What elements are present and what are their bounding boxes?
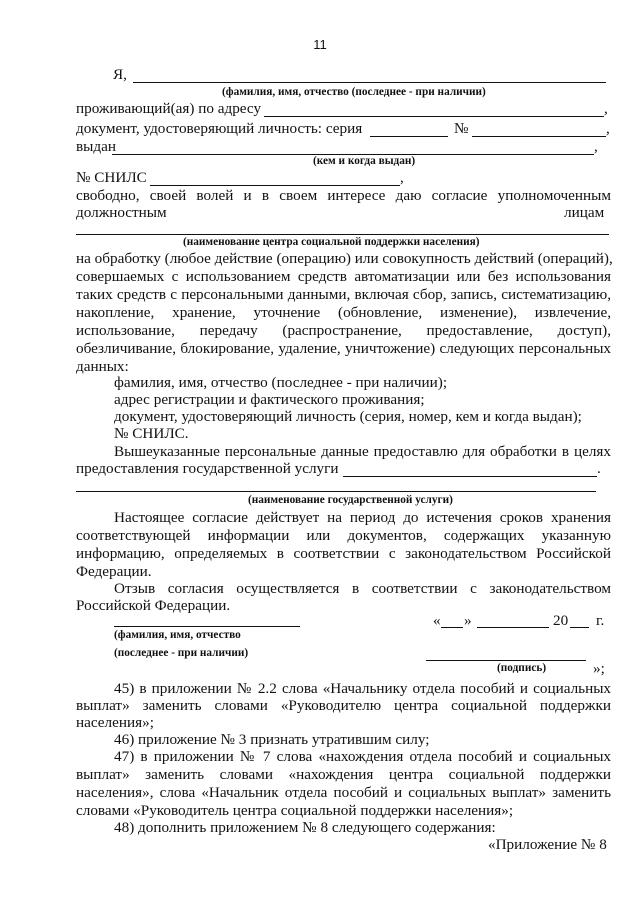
date-year-suffix: г. <box>596 612 605 629</box>
snils-underline <box>150 185 400 186</box>
data-item-2: адрес регистрации и фактического проживания; <box>114 391 425 408</box>
service-caption: (наименование государственной услуги) <box>248 494 453 506</box>
fio-caption: (фамилия, имя, отчество (последнее - при наличии) <box>222 86 486 98</box>
item-48: 48) дополнить приложением № 8 следующего содержания: <box>114 819 496 836</box>
processing-line-7: данных: <box>76 358 129 375</box>
validity-line-1: Настоящее согласие действует на период до истечения сроков хранения <box>114 509 611 526</box>
document-label: документ, удостоверяющий личность: серия <box>76 120 363 137</box>
document-number-sign: № <box>454 120 469 137</box>
closing-quote: »; <box>593 660 605 677</box>
validity-line-3: информацию, определяемых в соответствии с законодательством Российской <box>76 545 611 562</box>
snils-label: № СНИЛС <box>76 169 147 186</box>
processing-line-3: таких средств с персональными данными, включая сбор, запись, систематизацию, <box>76 286 611 303</box>
issued-label: выдан <box>76 138 116 155</box>
page-number: 11 <box>313 37 327 52</box>
fio-underline <box>133 82 606 83</box>
sign-caption-1: (фамилия, имя, отчество <box>114 629 241 641</box>
validity-line-4: Федерации. <box>76 563 152 580</box>
ya-label: Я, <box>113 66 127 83</box>
item-46: 46) приложение № 3 признать утратившим силу; <box>114 731 430 748</box>
issued-comma: , <box>594 138 598 155</box>
date-year-underline <box>570 627 589 628</box>
processing-line-5: использование, передачу (распространение, предоставление, доступ), <box>76 322 611 339</box>
consent-line-1: свободно, своей волей и в своем интересе даю согласие уполномоченным <box>76 187 611 204</box>
processing-line-2: совершаемых с использованием средств автоматизации или без использования <box>76 268 611 285</box>
consent-line-2b: лицам <box>564 204 605 221</box>
center-caption: (наименование центра социальной поддержки населения) <box>183 236 480 248</box>
data-item-1: фамилия, имя, отчество (последнее - при наличии); <box>114 374 448 391</box>
signature-caption: (подпись) <box>497 662 547 674</box>
purpose-line-2: предоставления государственной услуги <box>76 460 339 477</box>
service-underline-inline <box>343 476 597 477</box>
item-45-line-3: населения»; <box>76 714 154 731</box>
series-underline <box>370 136 448 137</box>
address-label: проживающий(ая) по адресу <box>76 100 262 117</box>
revoke-line-2: Российской Федерации. <box>76 597 231 614</box>
consent-line-2a: должностным <box>76 204 167 221</box>
fio-sign-underline <box>114 626 300 627</box>
issued-caption: (кем и когда выдан) <box>313 155 416 167</box>
processing-line-1: на обработку (любое действие (операцию) или совокупность действий (операций), <box>76 250 613 267</box>
date-month-underline <box>477 627 549 628</box>
data-item-4: № СНИЛС. <box>114 425 189 442</box>
document-comma: , <box>606 120 610 137</box>
signature-underline <box>426 660 586 661</box>
validity-line-2: соответствующей информации или документов, содержащих указанную <box>76 527 611 544</box>
item-45-line-1: 45) в приложении № 2.2 слова «Начальнику отдела пособий и социальных <box>114 680 611 697</box>
purpose-period: . <box>597 460 601 477</box>
address-underline <box>264 116 604 117</box>
appendix-label: «Приложение № 8 <box>488 836 607 853</box>
service-underline <box>76 491 596 492</box>
purpose-line-1: Вышеуказанные персональные данные предоставлю для обработки в целях <box>114 443 611 460</box>
date-open-quote: « <box>433 612 441 629</box>
item-47-line-3: населения», слова «Начальник отдела пособий и социальных выплат» заменить <box>76 784 611 801</box>
date-year-prefix: 20 <box>553 612 569 629</box>
date-close-quote: » <box>464 612 472 629</box>
center-underline <box>76 234 609 235</box>
address-comma: , <box>604 100 608 117</box>
data-item-3: документ, удостоверяющий личность (серия, номер, кем и когда выдан); <box>114 408 582 425</box>
processing-line-6: обезличивание, блокирование, удаление, уничтожение) следующих персональных <box>76 340 611 357</box>
snils-comma: , <box>400 169 404 186</box>
number-underline <box>472 136 606 137</box>
item-47-line-2: выплат» заменить словами «нахождения центра социальной поддержки <box>76 766 611 783</box>
item-47-line-1: 47) в приложении № 7 слова «нахождения отдела пособий и социальных <box>114 748 611 765</box>
sign-caption-2: (последнее - при наличии) <box>114 647 249 659</box>
processing-line-4: накопление, хранение, уточнение (обновление, изменение), извлечение, <box>76 304 611 321</box>
item-45-line-2: выплат» заменить словами «Руководителю центра социальной поддержки <box>76 697 611 714</box>
revoke-line-1: Отзыв согласия осуществляется в соответствии с законодательством <box>114 580 611 597</box>
item-47-line-4: словами «Руководитель центра социальной поддержки населения»; <box>76 802 514 819</box>
date-day-underline <box>441 627 463 628</box>
